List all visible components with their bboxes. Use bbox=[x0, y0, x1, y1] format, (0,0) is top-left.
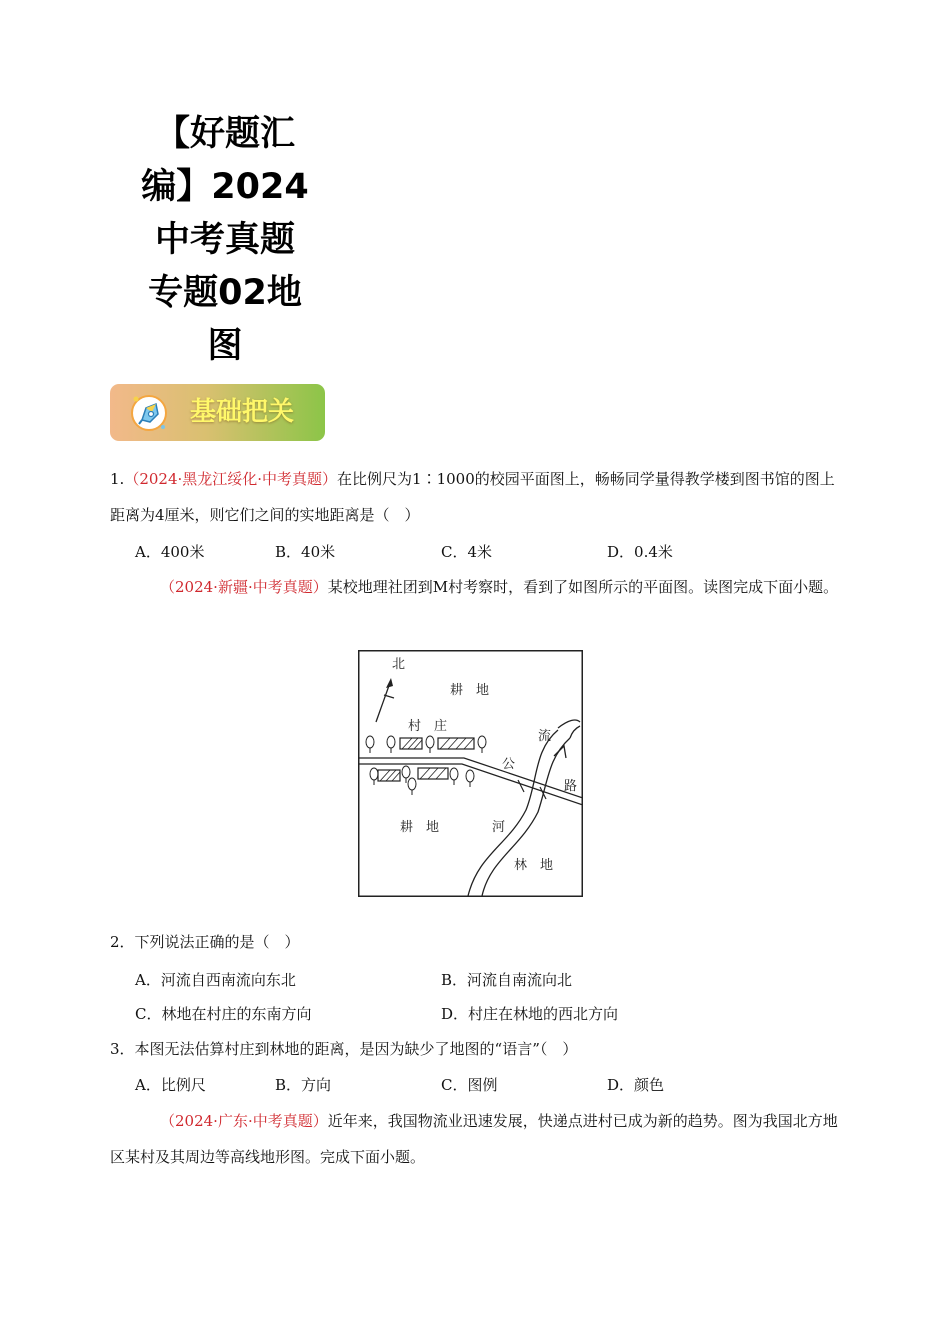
title-line: 专题02地 bbox=[148, 273, 302, 313]
page-title bbox=[118, 108, 332, 373]
question-text: 下列说法正确的是（ ） bbox=[134, 933, 300, 951]
q2-option-d: D．村庄在林地的西北方向 bbox=[441, 1005, 619, 1023]
title-line: 中考真题 bbox=[154, 220, 295, 260]
q1-option-a: A．400米 bbox=[135, 543, 205, 561]
question-number: 1. bbox=[110, 470, 125, 488]
label-north: 北 bbox=[392, 657, 406, 672]
title-line: 编】2024 bbox=[141, 167, 309, 207]
intro-text: 某校地理社团到M村考察时，看到了如图所示的平面图。读图完成下面小题。 bbox=[327, 578, 839, 596]
pen-nib-icon bbox=[128, 392, 170, 434]
question-text: 本图无法估算村庄到林地的距离，是因为缺少了地图的“语言”（ ） bbox=[134, 1040, 578, 1058]
label-farmland-top: 耕 地 bbox=[450, 683, 490, 698]
group-intro-xinjiang bbox=[110, 569, 842, 605]
group-intro-guangdong bbox=[110, 1103, 842, 1175]
q2-option-b: B．河流自南流向北 bbox=[441, 971, 573, 989]
title-line: 【好题汇 bbox=[154, 114, 295, 154]
village-plan-map bbox=[358, 650, 583, 897]
question-text: 在比例尺为1∶1000的校园平面图上，畅畅同学量得教学楼到图书馆的图上距离为4厘米，则它们之间的实地距离是（ ） bbox=[110, 470, 835, 524]
q3-option-a: A．比例尺 bbox=[135, 1076, 206, 1094]
question-source: （2024·广东·中考真题） bbox=[160, 1112, 328, 1130]
q1-option-d: D．0.4米 bbox=[607, 543, 673, 561]
question-3 bbox=[110, 1031, 842, 1067]
q1-option-c: C．4米 bbox=[441, 543, 493, 561]
q2-option-c: C．林地在村庄的东南方向 bbox=[135, 1005, 312, 1023]
q3-option-c: C．图例 bbox=[441, 1076, 498, 1094]
question-1 bbox=[110, 461, 842, 533]
label-village: 村 庄 bbox=[408, 719, 448, 734]
label-road-lu: 路 bbox=[564, 779, 578, 794]
q3-option-d: D．颜色 bbox=[607, 1076, 665, 1094]
q2-option-a: A．河流自西南流向东北 bbox=[135, 971, 296, 989]
label-forest: 林 地 bbox=[514, 858, 554, 873]
label-flow: 流 bbox=[538, 729, 552, 744]
question-number: 3． bbox=[110, 1040, 135, 1058]
section-badge bbox=[110, 384, 325, 441]
label-farmland-bottom: 耕 地 bbox=[400, 820, 440, 835]
label-river: 河 bbox=[492, 820, 506, 835]
question-source: （2024·新疆·中考真题） bbox=[160, 578, 328, 596]
badge-label: 基础把关 bbox=[190, 397, 295, 427]
q1-option-b: B．40米 bbox=[275, 543, 336, 561]
question-source: （2024·黑龙江绥化·中考真题） bbox=[124, 470, 338, 488]
q3-option-b: B．方向 bbox=[275, 1076, 332, 1094]
question-2 bbox=[110, 924, 842, 960]
intro-text: 近年来，我国物流业迅速发展，快递点进村已成为新的趋势。图为我国北方地区某村及其周边等高线地形图。完成下面小题。 bbox=[110, 1112, 838, 1166]
title-line: 图 bbox=[207, 326, 243, 366]
label-road-gong: 公 bbox=[502, 757, 516, 772]
question-number: 2． bbox=[110, 933, 135, 951]
